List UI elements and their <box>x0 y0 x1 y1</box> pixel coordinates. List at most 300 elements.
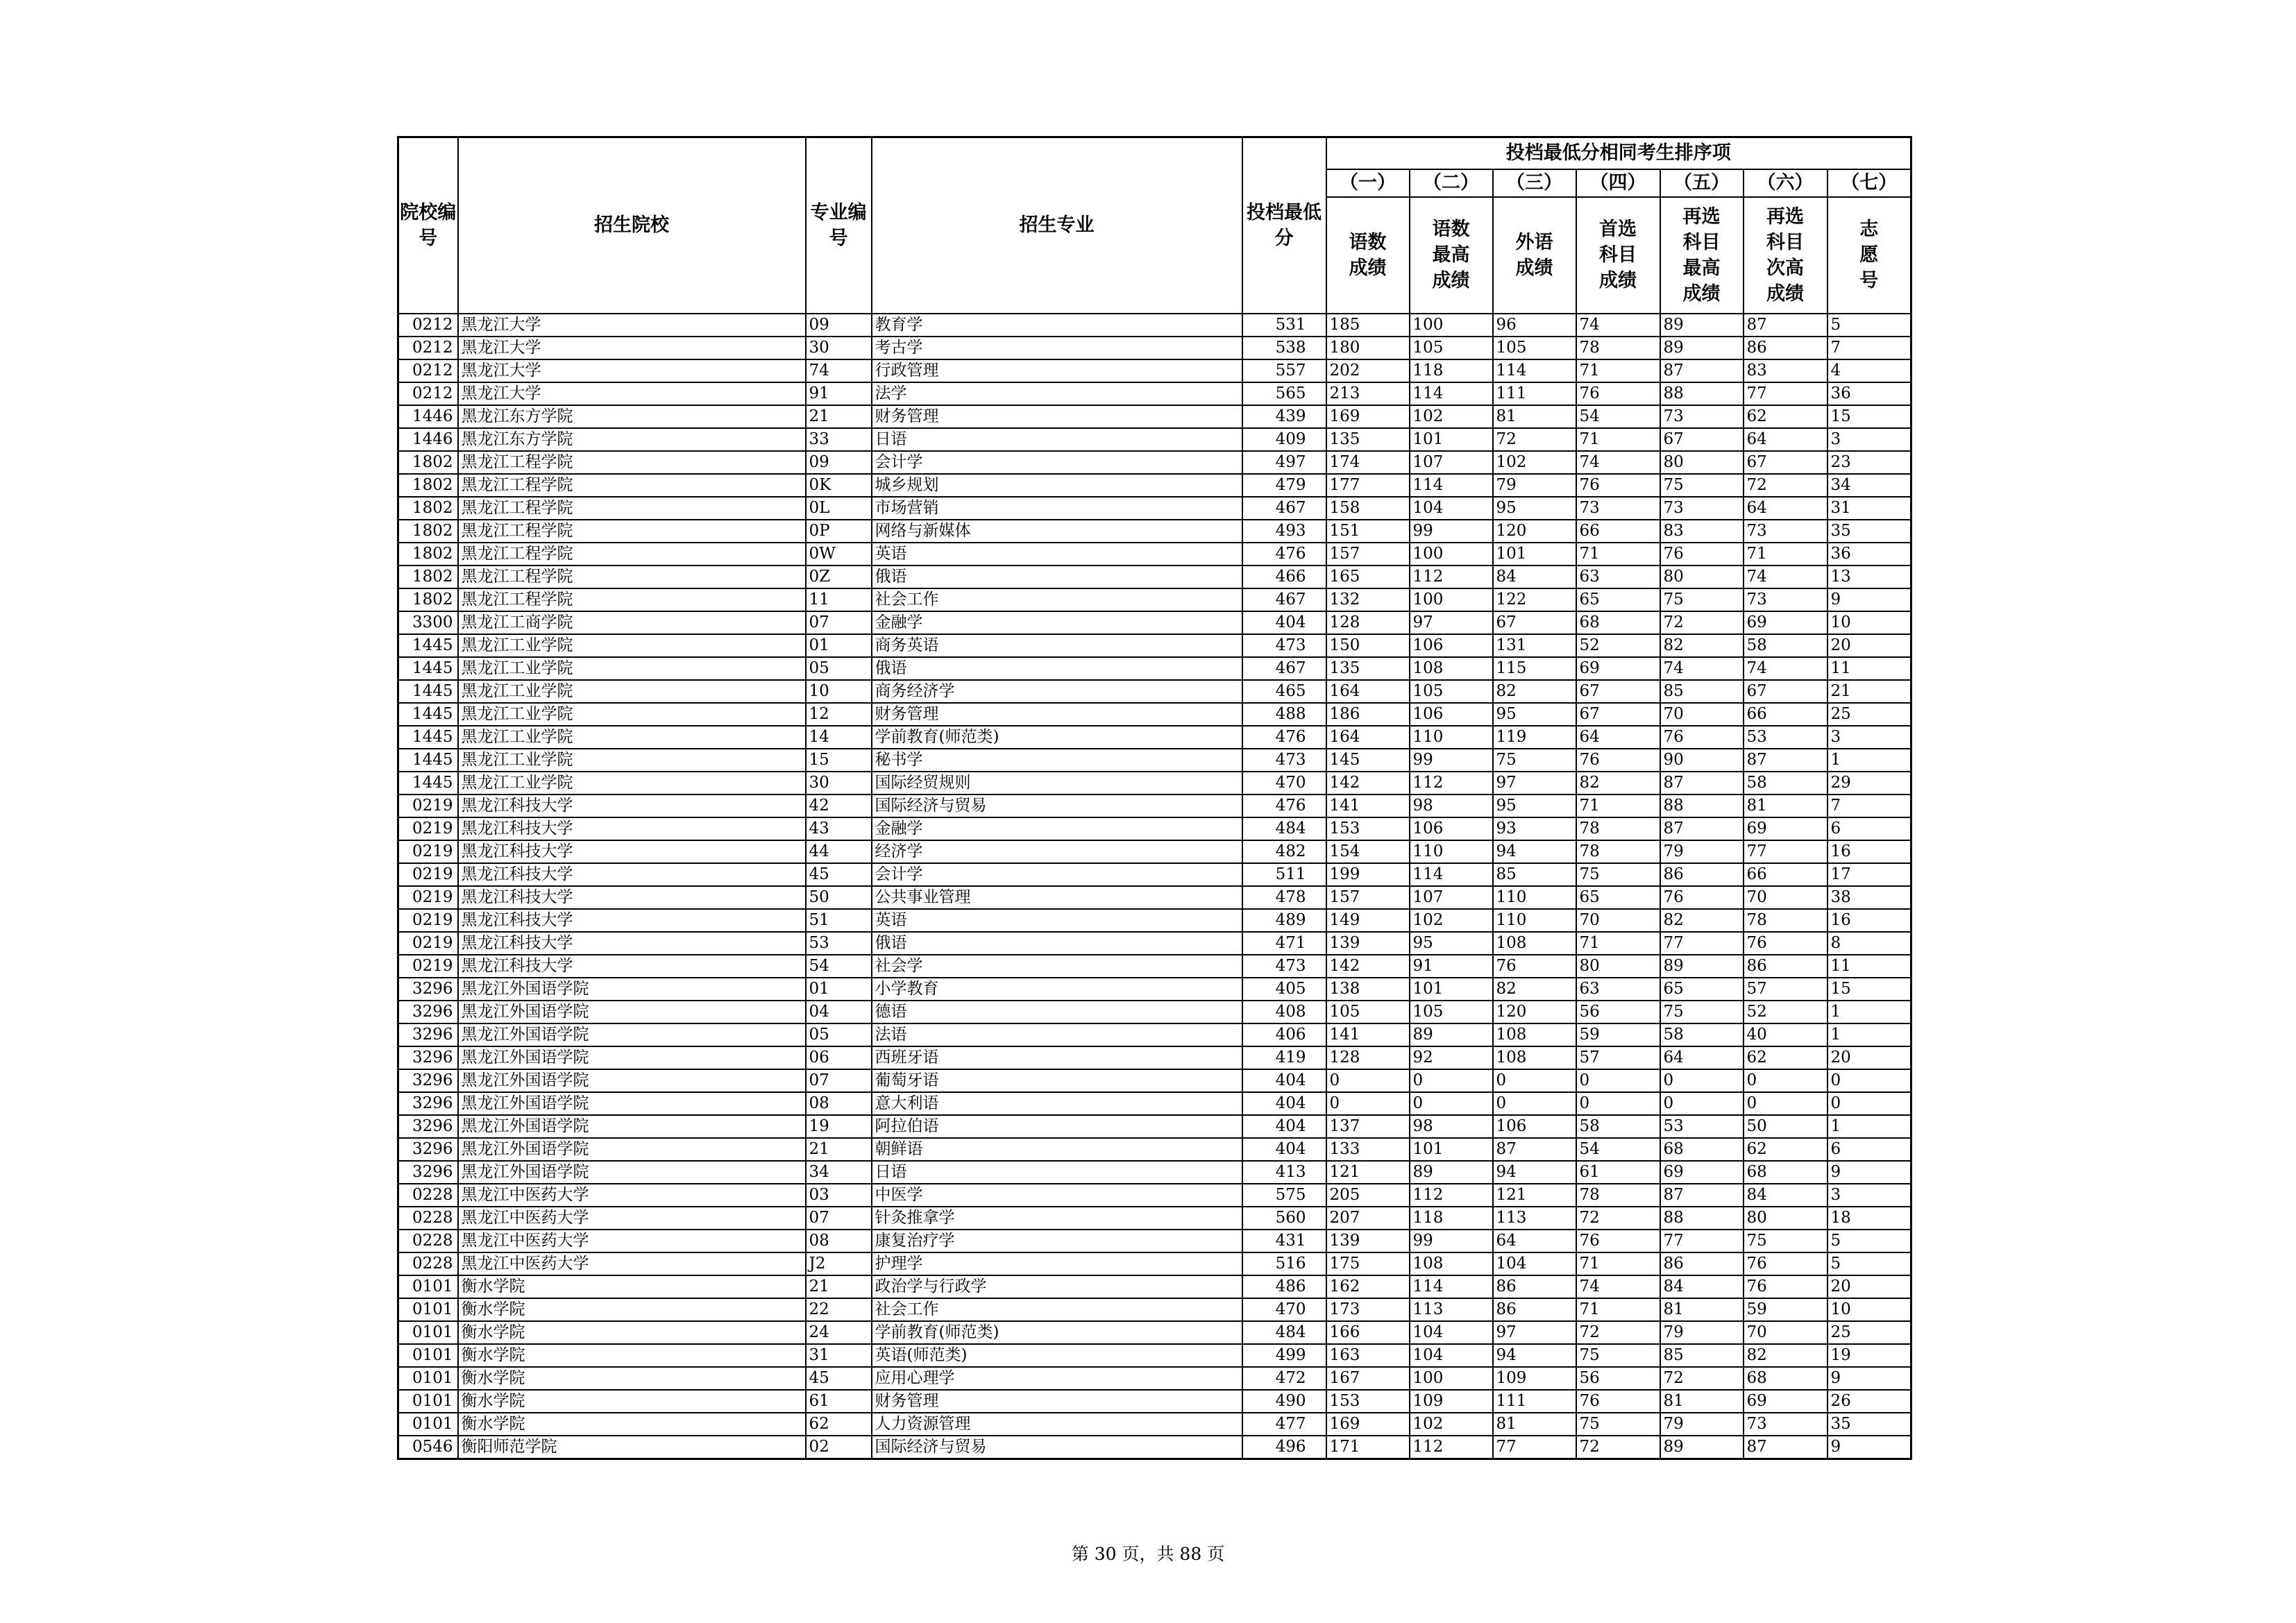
cell-min-score: 439 <box>1242 405 1326 428</box>
header-tiebreak-item: 语数成绩 <box>1326 197 1410 314</box>
cell-tiebreak-5: 58 <box>1660 1023 1744 1046</box>
cell-tiebreak-3: 114 <box>1493 359 1576 382</box>
cell-tiebreak-1: 164 <box>1326 726 1410 749</box>
cell-major-code: 22 <box>806 1298 872 1321</box>
cell-tiebreak-5: 69 <box>1660 1161 1744 1184</box>
cell-tiebreak-3: 106 <box>1493 1115 1576 1138</box>
cell-major-name: 人力资源管理 <box>872 1413 1242 1436</box>
cell-tiebreak-1: 177 <box>1326 474 1410 497</box>
cell-tiebreak-1: 158 <box>1326 497 1410 520</box>
cell-major-name: 康复治疗学 <box>872 1230 1242 1252</box>
cell-school-code: 0101 <box>398 1298 458 1321</box>
cell-tiebreak-1: 132 <box>1326 588 1410 611</box>
cell-tiebreak-7: 1 <box>1827 1115 1911 1138</box>
cell-tiebreak-3: 67 <box>1493 611 1576 634</box>
cell-tiebreak-6: 40 <box>1744 1023 1827 1046</box>
table-row <box>398 428 1911 451</box>
cell-tiebreak-2: 91 <box>1410 955 1493 978</box>
cell-school-code: 3296 <box>398 1069 458 1092</box>
cell-tiebreak-7: 20 <box>1827 1046 1911 1069</box>
cell-tiebreak-4: 71 <box>1576 428 1660 451</box>
cell-tiebreak-4: 58 <box>1576 1115 1660 1138</box>
cell-tiebreak-5: 73 <box>1660 497 1744 520</box>
cell-tiebreak-6: 87 <box>1744 1436 1827 1459</box>
cell-tiebreak-5: 79 <box>1660 1321 1744 1344</box>
cell-major-code: 0Z <box>806 566 872 588</box>
cell-major-code: 34 <box>806 1161 872 1184</box>
cell-tiebreak-2: 89 <box>1410 1161 1493 1184</box>
cell-tiebreak-1: 205 <box>1326 1184 1410 1207</box>
cell-tiebreak-7: 1 <box>1827 749 1911 772</box>
cell-school-code: 3296 <box>398 1001 458 1023</box>
cell-tiebreak-5: 73 <box>1660 405 1744 428</box>
cell-tiebreak-4: 54 <box>1576 1138 1660 1161</box>
cell-tiebreak-1: 174 <box>1326 451 1410 474</box>
cell-tiebreak-3: 81 <box>1493 1413 1576 1436</box>
table-row <box>398 863 1911 886</box>
cell-tiebreak-6: 67 <box>1744 680 1827 703</box>
cell-major-name: 中医学 <box>872 1184 1242 1207</box>
cell-major-name: 法语 <box>872 1023 1242 1046</box>
cell-major-code: 91 <box>806 382 872 405</box>
cell-school-name: 黑龙江工商学院 <box>458 611 806 634</box>
cell-major-code: 0L <box>806 497 872 520</box>
cell-tiebreak-6: 58 <box>1744 634 1827 657</box>
cell-tiebreak-2: 110 <box>1410 840 1493 863</box>
cell-tiebreak-6: 74 <box>1744 566 1827 588</box>
table-row <box>398 1390 1911 1413</box>
cell-school-code: 1445 <box>398 726 458 749</box>
cell-school-code: 1445 <box>398 634 458 657</box>
cell-tiebreak-7: 19 <box>1827 1344 1911 1367</box>
cell-tiebreak-3: 94 <box>1493 840 1576 863</box>
cell-tiebreak-5: 81 <box>1660 1298 1744 1321</box>
cell-tiebreak-5: 89 <box>1660 955 1744 978</box>
cell-school-code: 0219 <box>398 909 458 932</box>
cell-school-code: 0212 <box>398 337 458 359</box>
cell-min-score: 405 <box>1242 978 1326 1001</box>
cell-major-code: 14 <box>806 726 872 749</box>
cell-major-code: 30 <box>806 337 872 359</box>
cell-tiebreak-4: 69 <box>1576 657 1660 680</box>
cell-major-code: 44 <box>806 840 872 863</box>
cell-tiebreak-6: 73 <box>1744 588 1827 611</box>
cell-school-code: 1445 <box>398 749 458 772</box>
cell-tiebreak-3: 131 <box>1493 634 1576 657</box>
cell-major-code: 0K <box>806 474 872 497</box>
cell-major-name: 朝鲜语 <box>872 1138 1242 1161</box>
cell-tiebreak-5: 87 <box>1660 772 1744 794</box>
cell-tiebreak-2: 100 <box>1410 314 1493 337</box>
cell-tiebreak-6: 62 <box>1744 1046 1827 1069</box>
cell-tiebreak-4: 56 <box>1576 1367 1660 1390</box>
cell-tiebreak-1: 186 <box>1326 703 1410 726</box>
cell-school-code: 1802 <box>398 588 458 611</box>
cell-min-score: 493 <box>1242 520 1326 543</box>
cell-tiebreak-7: 25 <box>1827 703 1911 726</box>
cell-tiebreak-1: 175 <box>1326 1252 1410 1275</box>
cell-tiebreak-6: 87 <box>1744 314 1827 337</box>
cell-major-name: 社会工作 <box>872 588 1242 611</box>
cell-tiebreak-2: 110 <box>1410 726 1493 749</box>
cell-tiebreak-5: 88 <box>1660 1207 1744 1230</box>
cell-min-score: 488 <box>1242 703 1326 726</box>
cell-major-code: 50 <box>806 886 872 909</box>
cell-school-name: 黑龙江外国语学院 <box>458 1023 806 1046</box>
cell-school-code: 1802 <box>398 520 458 543</box>
cell-tiebreak-4: 71 <box>1576 932 1660 955</box>
cell-tiebreak-6: 75 <box>1744 1230 1827 1252</box>
table-row <box>398 359 1911 382</box>
cell-tiebreak-4: 61 <box>1576 1161 1660 1184</box>
cell-min-score: 499 <box>1242 1344 1326 1367</box>
cell-tiebreak-4: 78 <box>1576 337 1660 359</box>
header-tiebreak-number: （四） <box>1576 169 1660 197</box>
cell-school-code: 0219 <box>398 886 458 909</box>
cell-tiebreak-6: 82 <box>1744 1344 1827 1367</box>
page-footer: 第 30 页，共 88 页 <box>1071 1544 1225 1564</box>
cell-tiebreak-7: 35 <box>1827 520 1911 543</box>
cell-school-name: 黑龙江外国语学院 <box>458 1115 806 1138</box>
cell-min-score: 406 <box>1242 1023 1326 1046</box>
cell-tiebreak-3: 109 <box>1493 1367 1576 1390</box>
cell-tiebreak-6: 73 <box>1744 520 1827 543</box>
cell-major-code: 54 <box>806 955 872 978</box>
cell-major-code: 05 <box>806 1023 872 1046</box>
cell-tiebreak-1: 213 <box>1326 382 1410 405</box>
cell-tiebreak-7: 16 <box>1827 840 1911 863</box>
cell-tiebreak-4: 76 <box>1576 1390 1660 1413</box>
cell-min-score: 575 <box>1242 1184 1326 1207</box>
cell-tiebreak-7: 15 <box>1827 405 1911 428</box>
cell-school-name: 黑龙江工程学院 <box>458 520 806 543</box>
cell-tiebreak-1: 162 <box>1326 1275 1410 1298</box>
cell-major-name: 财务管理 <box>872 1390 1242 1413</box>
cell-tiebreak-5: 87 <box>1660 1184 1744 1207</box>
cell-tiebreak-4: 82 <box>1576 772 1660 794</box>
cell-major-name: 财务管理 <box>872 703 1242 726</box>
cell-tiebreak-4: 74 <box>1576 451 1660 474</box>
table-row <box>398 543 1911 566</box>
cell-tiebreak-6: 84 <box>1744 1184 1827 1207</box>
cell-tiebreak-3: 95 <box>1493 703 1576 726</box>
cell-school-code: 3296 <box>398 978 458 1001</box>
cell-school-name: 黑龙江工业学院 <box>458 703 806 726</box>
header-tiebreak-number: （三） <box>1493 169 1576 197</box>
cell-major-name: 法学 <box>872 382 1242 405</box>
cell-tiebreak-1: 128 <box>1326 611 1410 634</box>
cell-tiebreak-4: 71 <box>1576 1298 1660 1321</box>
cell-tiebreak-5: 53 <box>1660 1115 1744 1138</box>
header-major-code: 专业编号 <box>806 137 872 314</box>
cell-tiebreak-1: 135 <box>1326 428 1410 451</box>
cell-major-code: 33 <box>806 428 872 451</box>
table-row <box>398 1275 1911 1298</box>
cell-major-code: 06 <box>806 1046 872 1069</box>
cell-school-code: 1802 <box>398 566 458 588</box>
table-row <box>398 886 1911 909</box>
cell-major-code: 45 <box>806 1367 872 1390</box>
cell-tiebreak-1: 0 <box>1326 1092 1410 1115</box>
cell-tiebreak-1: 105 <box>1326 1001 1410 1023</box>
table-row <box>398 909 1911 932</box>
cell-tiebreak-6: 77 <box>1744 840 1827 863</box>
cell-tiebreak-4: 75 <box>1576 863 1660 886</box>
cell-tiebreak-5: 87 <box>1660 817 1744 840</box>
header-tiebreak-item: 志愿号 <box>1827 197 1911 314</box>
cell-school-name: 黑龙江东方学院 <box>458 428 806 451</box>
cell-major-name: 考古学 <box>872 337 1242 359</box>
cell-tiebreak-7: 0 <box>1827 1092 1911 1115</box>
header-tiebreak-number: （二） <box>1410 169 1493 197</box>
cell-min-score: 472 <box>1242 1367 1326 1390</box>
cell-tiebreak-1: 151 <box>1326 520 1410 543</box>
cell-tiebreak-4: 72 <box>1576 1436 1660 1459</box>
cell-min-score: 467 <box>1242 657 1326 680</box>
cell-major-code: 11 <box>806 588 872 611</box>
cell-tiebreak-4: 76 <box>1576 382 1660 405</box>
cell-school-name: 黑龙江外国语学院 <box>458 1161 806 1184</box>
cell-tiebreak-3: 120 <box>1493 1001 1576 1023</box>
table-row <box>398 703 1911 726</box>
table-row <box>398 1252 1911 1275</box>
cell-school-code: 0219 <box>398 817 458 840</box>
cell-min-score: 466 <box>1242 566 1326 588</box>
cell-min-score: 473 <box>1242 955 1326 978</box>
cell-major-name: 商务经济学 <box>872 680 1242 703</box>
cell-min-score: 476 <box>1242 726 1326 749</box>
cell-school-code: 1446 <box>398 428 458 451</box>
cell-tiebreak-1: 142 <box>1326 772 1410 794</box>
cell-tiebreak-6: 76 <box>1744 1252 1827 1275</box>
cell-tiebreak-5: 76 <box>1660 543 1744 566</box>
cell-major-name: 俄语 <box>872 566 1242 588</box>
table-row <box>398 1344 1911 1367</box>
cell-school-code: 1802 <box>398 451 458 474</box>
cell-tiebreak-3: 108 <box>1493 932 1576 955</box>
cell-tiebreak-6: 76 <box>1744 932 1827 955</box>
cell-tiebreak-3: 120 <box>1493 520 1576 543</box>
cell-tiebreak-5: 77 <box>1660 932 1744 955</box>
header-tiebreak-item: 语数最高成绩 <box>1410 197 1493 314</box>
cell-tiebreak-1: 202 <box>1326 359 1410 382</box>
cell-tiebreak-7: 10 <box>1827 1298 1911 1321</box>
cell-tiebreak-5: 75 <box>1660 474 1744 497</box>
cell-tiebreak-2: 100 <box>1410 1367 1493 1390</box>
cell-school-name: 黑龙江科技大学 <box>458 863 806 886</box>
cell-major-code: 74 <box>806 359 872 382</box>
table-row <box>398 1069 1911 1092</box>
cell-major-name: 国际经贸规则 <box>872 772 1242 794</box>
cell-tiebreak-7: 20 <box>1827 1275 1911 1298</box>
cell-major-name: 商务英语 <box>872 634 1242 657</box>
cell-school-name: 黑龙江中医药大学 <box>458 1230 806 1252</box>
cell-major-name: 西班牙语 <box>872 1046 1242 1069</box>
cell-tiebreak-2: 102 <box>1410 1413 1493 1436</box>
cell-school-code: 3300 <box>398 611 458 634</box>
cell-major-code: 0P <box>806 520 872 543</box>
cell-tiebreak-6: 80 <box>1744 1207 1827 1230</box>
cell-min-score: 484 <box>1242 1321 1326 1344</box>
cell-tiebreak-3: 95 <box>1493 794 1576 817</box>
cell-tiebreak-1: 169 <box>1326 1413 1410 1436</box>
cell-tiebreak-7: 36 <box>1827 543 1911 566</box>
cell-school-name: 黑龙江工业学院 <box>458 749 806 772</box>
cell-major-code: 01 <box>806 634 872 657</box>
cell-min-score: 473 <box>1242 634 1326 657</box>
cell-min-score: 490 <box>1242 1390 1326 1413</box>
cell-major-name: 针灸推拿学 <box>872 1207 1242 1230</box>
table-row <box>398 749 1911 772</box>
cell-tiebreak-6: 59 <box>1744 1298 1827 1321</box>
cell-school-name: 衡水学院 <box>458 1275 806 1298</box>
cell-tiebreak-3: 84 <box>1493 566 1576 588</box>
cell-tiebreak-1: 169 <box>1326 405 1410 428</box>
cell-major-code: 08 <box>806 1092 872 1115</box>
cell-min-score: 476 <box>1242 543 1326 566</box>
table-row <box>398 657 1911 680</box>
table-row <box>398 1298 1911 1321</box>
cell-tiebreak-4: 71 <box>1576 359 1660 382</box>
cell-school-code: 1802 <box>398 474 458 497</box>
cell-tiebreak-6: 81 <box>1744 794 1827 817</box>
cell-tiebreak-1: 138 <box>1326 978 1410 1001</box>
cell-tiebreak-6: 62 <box>1744 405 1827 428</box>
cell-tiebreak-3: 72 <box>1493 428 1576 451</box>
cell-tiebreak-7: 11 <box>1827 955 1911 978</box>
cell-school-name: 黑龙江科技大学 <box>458 909 806 932</box>
table-row <box>398 1207 1911 1230</box>
table-row <box>398 314 1911 337</box>
cell-tiebreak-3: 97 <box>1493 1321 1576 1344</box>
table-row <box>398 817 1911 840</box>
cell-school-code: 0101 <box>398 1321 458 1344</box>
cell-tiebreak-5: 83 <box>1660 520 1744 543</box>
cell-school-code: 0546 <box>398 1436 458 1459</box>
cell-tiebreak-5: 89 <box>1660 314 1744 337</box>
cell-tiebreak-5: 90 <box>1660 749 1744 772</box>
cell-school-code: 0101 <box>398 1275 458 1298</box>
cell-tiebreak-3: 81 <box>1493 405 1576 428</box>
cell-tiebreak-2: 99 <box>1410 749 1493 772</box>
cell-major-name: 英语 <box>872 543 1242 566</box>
header-tiebreak-item: 再选科目次高成绩 <box>1744 197 1827 314</box>
cell-tiebreak-2: 92 <box>1410 1046 1493 1069</box>
cell-tiebreak-2: 114 <box>1410 863 1493 886</box>
cell-tiebreak-2: 107 <box>1410 451 1493 474</box>
cell-tiebreak-4: 76 <box>1576 1230 1660 1252</box>
cell-school-name: 黑龙江中医药大学 <box>458 1207 806 1230</box>
cell-min-score: 511 <box>1242 863 1326 886</box>
cell-tiebreak-3: 86 <box>1493 1298 1576 1321</box>
cell-tiebreak-5: 86 <box>1660 1252 1744 1275</box>
cell-tiebreak-4: 57 <box>1576 1046 1660 1069</box>
cell-tiebreak-3: 104 <box>1493 1252 1576 1275</box>
cell-school-name: 黑龙江大学 <box>458 382 806 405</box>
cell-major-code: 31 <box>806 1344 872 1367</box>
cell-tiebreak-1: 133 <box>1326 1138 1410 1161</box>
cell-school-code: 0219 <box>398 794 458 817</box>
cell-tiebreak-5: 79 <box>1660 840 1744 863</box>
cell-tiebreak-5: 64 <box>1660 1046 1744 1069</box>
cell-tiebreak-7: 13 <box>1827 566 1911 588</box>
cell-major-name: 日语 <box>872 428 1242 451</box>
cell-tiebreak-6: 73 <box>1744 1413 1827 1436</box>
cell-min-score: 565 <box>1242 382 1326 405</box>
cell-major-code: 09 <box>806 451 872 474</box>
cell-tiebreak-3: 77 <box>1493 1436 1576 1459</box>
cell-tiebreak-6: 69 <box>1744 611 1827 634</box>
cell-tiebreak-4: 73 <box>1576 497 1660 520</box>
cell-school-code: 1445 <box>398 657 458 680</box>
cell-major-name: 意大利语 <box>872 1092 1242 1115</box>
cell-min-score: 465 <box>1242 680 1326 703</box>
cell-major-code: 07 <box>806 1069 872 1092</box>
cell-tiebreak-1: 180 <box>1326 337 1410 359</box>
cell-tiebreak-2: 105 <box>1410 1001 1493 1023</box>
cell-tiebreak-7: 34 <box>1827 474 1911 497</box>
table-row <box>398 474 1911 497</box>
cell-tiebreak-7: 9 <box>1827 1161 1911 1184</box>
cell-tiebreak-5: 75 <box>1660 1001 1744 1023</box>
cell-tiebreak-6: 71 <box>1744 543 1827 566</box>
cell-min-score: 496 <box>1242 1436 1326 1459</box>
cell-school-name: 黑龙江工业学院 <box>458 772 806 794</box>
cell-tiebreak-2: 0 <box>1410 1092 1493 1115</box>
cell-tiebreak-6: 64 <box>1744 497 1827 520</box>
cell-tiebreak-5: 82 <box>1660 634 1744 657</box>
header-tiebreak-item: 外语成绩 <box>1493 197 1576 314</box>
cell-tiebreak-2: 95 <box>1410 932 1493 955</box>
cell-major-name: 葡萄牙语 <box>872 1069 1242 1092</box>
cell-tiebreak-3: 95 <box>1493 497 1576 520</box>
cell-min-score: 482 <box>1242 840 1326 863</box>
cell-tiebreak-4: 76 <box>1576 749 1660 772</box>
cell-tiebreak-7: 23 <box>1827 451 1911 474</box>
cell-major-name: 社会学 <box>872 955 1242 978</box>
cell-tiebreak-5: 75 <box>1660 588 1744 611</box>
cell-school-code: 0212 <box>398 359 458 382</box>
cell-tiebreak-2: 99 <box>1410 520 1493 543</box>
cell-min-score: 486 <box>1242 1275 1326 1298</box>
header-tiebreak-number: （一） <box>1326 169 1410 197</box>
cell-tiebreak-7: 0 <box>1827 1069 1911 1092</box>
cell-tiebreak-3: 111 <box>1493 1390 1576 1413</box>
cell-tiebreak-1: 163 <box>1326 1344 1410 1367</box>
cell-school-name: 黑龙江外国语学院 <box>458 1092 806 1115</box>
cell-tiebreak-3: 101 <box>1493 543 1576 566</box>
cell-major-name: 城乡规划 <box>872 474 1242 497</box>
cell-tiebreak-2: 112 <box>1410 566 1493 588</box>
cell-tiebreak-4: 68 <box>1576 611 1660 634</box>
table-body <box>398 314 1911 1459</box>
cell-tiebreak-1: 171 <box>1326 1436 1410 1459</box>
cell-school-code: 0219 <box>398 932 458 955</box>
table-row <box>398 1436 1911 1459</box>
cell-tiebreak-7: 11 <box>1827 657 1911 680</box>
header-tiebreak-number: （五） <box>1660 169 1744 197</box>
cell-tiebreak-5: 88 <box>1660 794 1744 817</box>
header-school-code: 院校编号 <box>398 137 458 314</box>
cell-tiebreak-1: 157 <box>1326 886 1410 909</box>
cell-tiebreak-3: 94 <box>1493 1344 1576 1367</box>
cell-tiebreak-7: 7 <box>1827 794 1911 817</box>
cell-tiebreak-7: 21 <box>1827 680 1911 703</box>
cell-tiebreak-2: 105 <box>1410 337 1493 359</box>
cell-tiebreak-2: 89 <box>1410 1023 1493 1046</box>
cell-major-code: 62 <box>806 1413 872 1436</box>
cell-major-name: 经济学 <box>872 840 1242 863</box>
